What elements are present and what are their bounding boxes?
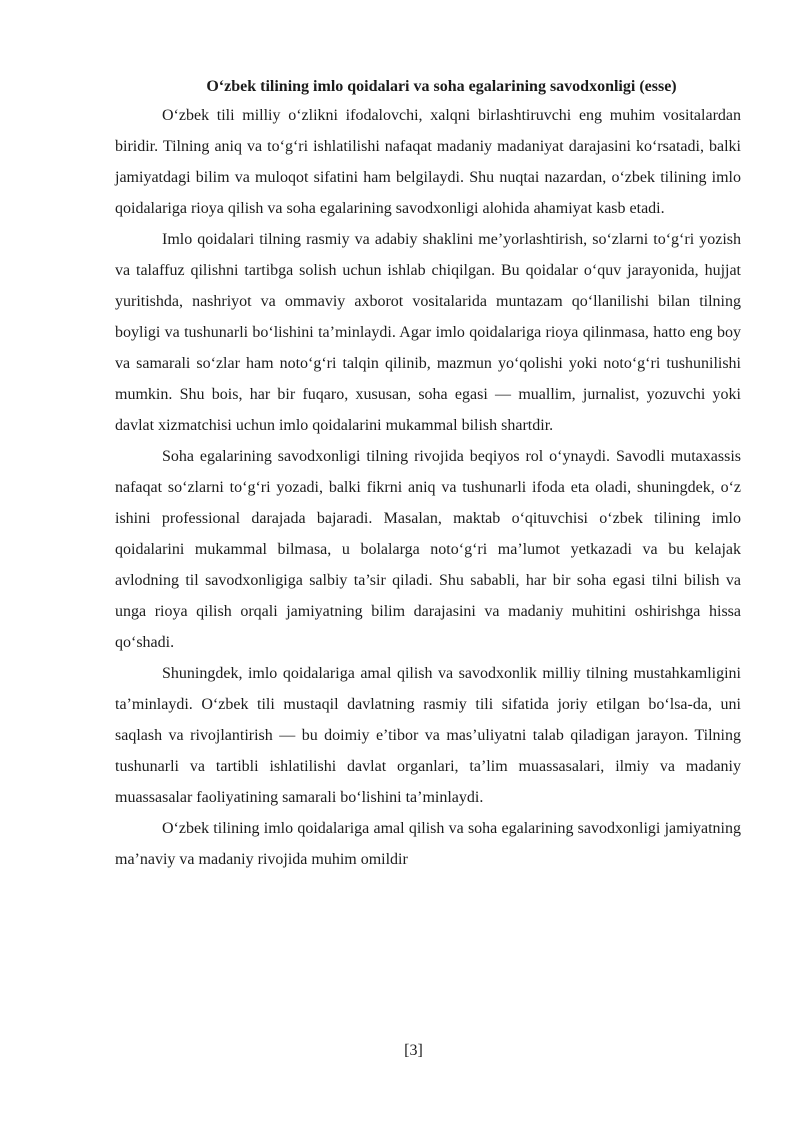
- paragraph-4: Shuningdek, imlo qoidalariga amal qilish va savodxonlik milliy tilning mustahkamligini ta’minlaydi. O‘zbek tili mustaqil davlatning rasmiy tili sifatida joriy etilgan bo‘lsa-da, uni saqlash va rivojlantirish — bu doimiy e’tibor va mas’uliyatni talab qiladigan jarayon. Tilning tushunarli va tartibli ishlatilishi davlat organlari, ta’lim muassasalari, ilmiy va madaniy muassasalar faoliyatining samarali bo‘lishini ta’minlaydi.: [115, 665, 741, 806]
- paragraph-3: Soha egalarining savodxonligi tilning rivojida beqiyos rol o‘ynaydi. Savodli mutaxassis nafaqat so‘zlarni to‘g‘ri yozadi, balki fikrni aniq va tushunarli ifoda eta oladi, shuningdek, o‘z ishini professional darajada bajaradi. Masalan, maktab o‘qituvchisi o‘zbek tilining imlo qoidalarini mukammal bilmasa, u bolalarga noto‘g‘ri ma’lumot yetkazadi va bu kelajak avlodning til savodxonligiga salbiy ta’sir qiladi. Shu sababli, har bir soha egasi tilni bilish va unga rioya qilish orqali jamiyatning bilim darajasini va madaniy muhitini oshirishga hissa qo‘shadi.: [115, 448, 741, 651]
- paragraph-5: O‘zbek tilining imlo qoidalariga amal qilish va soha egalarining savodxonligi jamiyatning ma’naviy va madaniy rivojida muhim omildir: [115, 820, 741, 868]
- paragraph-1: O‘zbek tili milliy o‘zlikni ifodalovchi, xalqni birlashtiruvchi eng muhim vositalardan biridir. Tilning aniq va to‘g‘ri ishlatilishi nafaqat madaniy madaniyat darajasini ko‘rsatadi, balki jamiyatdagi bilim va muloqot sifatini ham belgilaydi. Shu nuqtai nazardan, o‘zbek tilining imlo qoidalariga rioya qilish va soha egalarining savodxonligi alohida ahamiyat kasb etadi.: [115, 107, 741, 217]
- essay-title: O‘zbek tilining imlo qoidalari va soha egalarining savodxonligi (esse): [206, 78, 677, 95]
- page-number: [3]: [404, 1042, 423, 1059]
- paragraph-2: Imlo qoidalari tilning rasmiy va adabiy shaklini me’yorlashtirish, so‘zlarni to‘g‘ri yozish va talaffuz qilishni tartibga solish uchun ishlab chiqilgan. Bu qoidalar o‘quv jarayonida, hujjat yuritishda, nashriyot va ommaviy axborot vositalarida muntazam qo‘llanilishi bilan tilning boyligi va tushunarli bo‘lishini ta’minlaydi. Agar imlo qoidalariga rioya qilinmasa, hatto eng boy va samarali so‘zlar ham noto‘g‘ri talqin qilinib, mazmun yo‘qolishi yoki noto‘g‘ri tushunilishi mumkin. Shu bois, har bir fuqaro, xususan, soha egasi — muallim, jurnalist, yozuvchi yoki davlat xizmatchisi uchun imlo qoidalarini mukammal bilish shartdir.: [115, 231, 741, 434]
- essay-body: [115, 74, 741, 875]
